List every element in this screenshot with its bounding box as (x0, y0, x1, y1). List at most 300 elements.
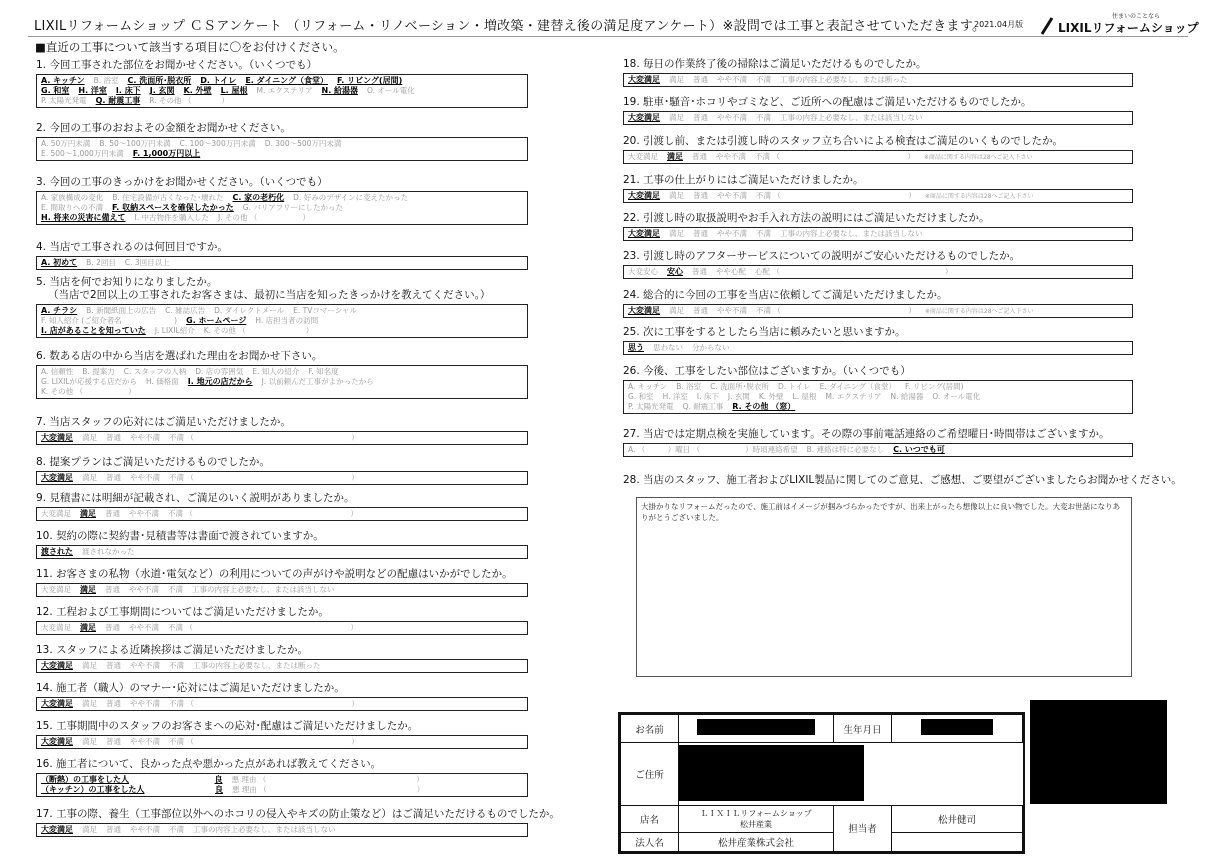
selected-option[interactable]: D. トイレ (200, 76, 237, 85)
answer-option[interactable]: やや不満 (130, 737, 160, 746)
answer-option[interactable]: やや不満 (716, 152, 746, 161)
answer-option[interactable]: 工事の内容上必要なし、または該当しない (192, 585, 335, 594)
selected-option[interactable]: 満足 (80, 509, 96, 518)
comment-box[interactable]: 大掛かりなリフォームだったので、施工前はイメージが掴みづらかったですが、出来上がったら想像以上に良い物でした。大変お世話になりありがとうございました。 (636, 497, 1132, 677)
answer-option[interactable]: B. 浴室 (676, 382, 702, 391)
question-21 (623, 174, 1213, 203)
answer-line (41, 387, 523, 397)
answer-option[interactable]: 不満 （ ） (756, 191, 916, 200)
answer-option[interactable]: 普通 (106, 433, 121, 442)
answer-option[interactable]: 普通 (692, 152, 707, 161)
selected-option[interactable]: 大変満足 (628, 191, 660, 200)
answer-option[interactable]: C. 雑誌広告 (165, 306, 206, 315)
answer-option[interactable]: B. 提案力 (82, 367, 115, 376)
answer-option[interactable]: 満足 (82, 473, 97, 482)
shop-name-line1: ＬＩＸＩＬリフォームショップ (700, 808, 812, 818)
selected-option[interactable]: C. いつでも可 (893, 445, 945, 454)
selected-option[interactable]: 大変満足 (628, 113, 660, 122)
answer-option[interactable]: 大変満足 (41, 623, 71, 632)
question-27 (623, 428, 1213, 457)
question-title: 9. 見積書には明細が記載され、ご満足のいく説明がありましたか。 (36, 492, 355, 504)
answer-option[interactable]: 工事の内容上必要なし、または該当しない (193, 825, 336, 834)
answer-option[interactable]: K. その他 （ ） (41, 387, 136, 396)
answer-option[interactable]: R. その他 （ ） (149, 96, 229, 105)
customer-info-table (618, 712, 1025, 854)
answer-line (41, 825, 523, 835)
selected-option[interactable]: 満足 (80, 585, 96, 594)
answer-option[interactable]: 普通 (693, 75, 708, 84)
answer-line (41, 193, 523, 203)
question-title: 26. 今後、工事をしたい部位はございますか。（いくつでも） (623, 365, 911, 377)
question-title: 4. 当店で工事されるのは何回目ですか。 (36, 241, 228, 253)
selected-option[interactable]: R. その他 （窓） (732, 402, 796, 411)
answer-option[interactable]: やや不満 (129, 623, 159, 632)
selected-option[interactable]: F. 1,000万円以上 (132, 149, 201, 158)
answer-option[interactable]: ※商品に関する内容は28へご記入下さい (924, 193, 1034, 200)
answer-option[interactable]: J. LIXIL紹介 (154, 326, 195, 335)
question-16 (36, 758, 596, 797)
question-title: 25. 次に工事をするとしたら当店に頼みたいと思いますか。 (623, 326, 906, 338)
answer-option[interactable]: C. スタッフの人柄 (123, 367, 187, 376)
answer-option[interactable]: 不満 （ ） (756, 306, 916, 315)
selected-option[interactable]: F. 収納スペースを確保したかった (112, 203, 234, 212)
answer-option[interactable]: H. 洋室 (662, 392, 688, 401)
address-label: ご住所 (621, 743, 679, 805)
question-title: 12. 工程および工事期間についてはご満足いただけましたか。 (36, 606, 329, 618)
selected-option[interactable]: K. 外壁 (183, 86, 212, 95)
selected-option[interactable]: J. 玄関 (149, 86, 175, 95)
answer-option[interactable]: やや心配 (716, 267, 746, 276)
answer-option[interactable]: P. 太陽光発電 (41, 96, 87, 105)
answer-option[interactable]: A. （ ）曜日 （ ）時頃連絡希望 (628, 445, 798, 454)
answer-option[interactable]: A. 信頼性 (41, 367, 74, 376)
answer-option[interactable]: Q. 耐震工事 (682, 402, 724, 411)
selected-option[interactable]: 大変満足 (628, 306, 660, 315)
answer-line (41, 76, 523, 86)
answer-option[interactable]: やや不満 (717, 75, 747, 84)
answer-option[interactable]: 不満 （ ） (755, 152, 915, 161)
answer-option[interactable]: 満足 (82, 433, 97, 442)
document-title: LIXILリフォームショップ ＣＳアンケート （リフォーム・リノベーション・増改築・建替え後の満足度アンケート）※設問では工事と表記させていただきます。 (34, 19, 986, 34)
question-title: 19. 駐車･騒音･ホコリやゴミなど、ご近所への配慮はご満足いただけるものでしたか。 (623, 96, 1032, 108)
logo-tagline: 住まいのことなら (1112, 13, 1161, 20)
selected-option[interactable]: F. リビング(居間) (336, 76, 403, 85)
answer-option[interactable]: 満足 (669, 191, 684, 200)
selected-option[interactable]: A. チラシ (41, 306, 78, 315)
answer-option[interactable]: B. 新聞紙面上の広告 (86, 306, 157, 315)
answer-option[interactable]: 普通 (106, 825, 121, 834)
question-4 (36, 241, 596, 270)
answer-option[interactable]: C. 3回目以上 (124, 258, 170, 267)
selected-option[interactable]: 大変満足 (41, 473, 73, 482)
staff-name-extra (892, 832, 1023, 851)
question-title: 18. 毎日の作業終了後の掃除はご満足いただけるものでしたか。 (623, 58, 927, 70)
answer-option[interactable]: 普通 (106, 699, 121, 708)
answer-box (623, 111, 1133, 125)
answer-line (628, 306, 1128, 316)
selected-option[interactable]: N. 給湯器 (321, 86, 359, 95)
shop-name-line2: 松井産業 (740, 819, 772, 829)
answer-option[interactable]: D. 店の雰囲気 (195, 367, 244, 376)
answer-line (41, 203, 523, 213)
answer-option[interactable]: 工事の内容上必要なし、または断った (193, 661, 321, 670)
selected-option[interactable]: 大変満足 (41, 737, 73, 746)
answer-option[interactable]: 不満 （ ） (169, 473, 359, 482)
question-title: 23. 引渡し時のアフターサービスについての説明がご安心いただけるものでしたか。 (623, 250, 1021, 262)
answer-option[interactable]: 悪 理由 （ ） (231, 775, 424, 784)
answer-option[interactable]: やや不満 (130, 661, 160, 670)
selected-option[interactable]: 満足 (80, 623, 96, 632)
answer-option[interactable]: 悪 理由 （ ） (231, 785, 425, 794)
answer-option[interactable]: K. その他 （ ） (203, 326, 314, 335)
name-label: お名前 (621, 715, 679, 743)
question-title: 10. 契約の際に契約書･見積書等は書面で渡されていますか。 (36, 530, 324, 542)
answer-option[interactable]: G. バリアフリーにしたかった (242, 203, 344, 212)
answer-option[interactable]: J. その他 （ ） (218, 213, 310, 222)
logo-mark-icon (1040, 17, 1054, 35)
answer-option[interactable]: A. 50万円未満 (41, 139, 91, 148)
answer-option[interactable]: 大変満足 (628, 152, 658, 161)
answer-box (36, 545, 528, 559)
answer-option[interactable]: 普通 (106, 661, 121, 670)
answer-box (623, 265, 1133, 279)
question-title: 6. 数ある店の中から当店を選ばれた理由をお聞かせ下さい。 (36, 350, 323, 362)
answer-option[interactable]: 満足 (669, 229, 684, 238)
redacted-birthdate (921, 719, 993, 735)
answer-option[interactable]: 不満 (756, 229, 771, 238)
answer-line (628, 267, 1128, 277)
answer-option[interactable]: 普通 (693, 113, 708, 122)
answer-box (36, 735, 528, 749)
answer-option[interactable]: ※商品に関する内容は28へご記入下さい (924, 308, 1034, 315)
answer-option[interactable]: 満足 (82, 825, 97, 834)
answer-line (41, 377, 523, 387)
question-title: 24. 総合的に今回の工事を当店に依頼してご満足いただけましたか。 (623, 289, 948, 301)
question-19 (623, 96, 1213, 125)
answer-box (623, 189, 1133, 203)
answer-option[interactable]: E. ダイニング（食堂） (819, 382, 897, 391)
selected-option[interactable]: G. 和室 (41, 86, 70, 95)
question-2 (36, 122, 596, 161)
answer-option[interactable]: やや不満 (717, 113, 747, 122)
question-24 (623, 289, 1213, 318)
section-title: ■直近の工事について該当する項目に〇をお付けください。 (35, 40, 345, 54)
answer-option[interactable]: M. エクステリア (256, 86, 313, 95)
answer-line (41, 316, 523, 326)
question-17 (36, 808, 596, 837)
answer-box (36, 471, 528, 485)
answer-option[interactable]: 不満 （ ） (169, 737, 359, 746)
question-title: 17. 工事の際、養生（工事部位以外へのホコリの侵入やキズの防止策など）はご満足いただけるものでしたか。 (36, 808, 560, 820)
question-title: 15. 工事期間中のスタッフのお客さまへの応対･配慮はご満足いただけましたか。 (36, 720, 419, 732)
answer-option[interactable] (138, 775, 206, 784)
selected-option[interactable]: A. キッチン (41, 76, 85, 85)
address-value[interactable] (679, 743, 1023, 805)
answer-option[interactable]: 普通 (105, 509, 120, 518)
answer-option[interactable]: M. エクステリア (825, 392, 882, 401)
answer-option[interactable]: B. 50～100万円未満 (99, 139, 171, 148)
answer-option[interactable]: F. 知人紹介 (ご紹介者名 ) (41, 316, 178, 325)
answer-line (41, 86, 523, 96)
answer-option[interactable]: G. 和室 (628, 392, 654, 401)
answer-option[interactable]: 普通 (105, 623, 120, 632)
answer-line (628, 402, 1128, 412)
header (34, 13, 1199, 35)
answer-option[interactable]: N. 給湯器 (890, 392, 924, 401)
selected-option[interactable]: 大変満足 (628, 229, 660, 238)
question-title: 21. 工事の仕上がりにはご満足いただけましたか。 (623, 174, 864, 186)
answer-line (41, 306, 523, 316)
selected-option[interactable]: I. 地元の店だから (187, 377, 253, 386)
answer-option[interactable]: I. 床下 (696, 392, 719, 401)
answer-line (41, 623, 523, 633)
answer-line (41, 473, 523, 483)
answer-option[interactable]: やや不満 (130, 699, 160, 708)
answer-option[interactable]: 工事の内容上必要なし、または断った (780, 75, 908, 84)
answer-option[interactable]: 不満 （ ） (169, 433, 359, 442)
answer-option[interactable]: 満足 (669, 75, 684, 84)
question-title: 3. 今回の工事のきっかけをお聞かせください。（いくつでも） (36, 176, 328, 188)
answer-option[interactable]: 普通 (106, 737, 121, 746)
answer-option[interactable]: ※商品に関する内容は28へご記入下さい (923, 154, 1033, 161)
selected-option[interactable]: 大変満足 (628, 75, 660, 84)
answer-box (36, 659, 528, 673)
selected-option[interactable]: 良 (214, 775, 223, 784)
answer-line (628, 382, 1128, 392)
answer-option[interactable]: やや不満 (130, 473, 160, 482)
answer-option[interactable]: O. オール電化 (367, 86, 415, 95)
answer-line (41, 258, 523, 268)
answer-option[interactable]: I. 中古物件を購入した (134, 213, 210, 222)
answer-option[interactable]: D. 好みのデザインに変えたかった (293, 193, 409, 202)
header-divider (28, 36, 1188, 37)
answer-option[interactable]: 不満 (169, 661, 184, 670)
answer-option[interactable]: A. キッチン (628, 382, 668, 391)
selected-option[interactable]: 思う (628, 343, 644, 352)
answer-option[interactable]: D. トイレ (777, 382, 811, 391)
answer-option[interactable]: F. 知名度 (308, 367, 339, 376)
answer-box (36, 365, 528, 399)
answer-option[interactable]: 満足 (82, 737, 97, 746)
answer-option[interactable]: やや不満 (717, 229, 747, 238)
answer-option[interactable]: 不満 (168, 585, 183, 594)
question-title: 27. 当店では定期点検を実施しています。その際の事前電話連絡のご希望曜日･時間帯はございますか。 (623, 428, 1110, 440)
birth-value[interactable] (892, 715, 1023, 743)
answer-option[interactable]: B. 2回目 (86, 258, 116, 267)
answer-line (41, 96, 523, 106)
question-10 (36, 530, 596, 559)
answer-option[interactable]: D. ダイレクトメール (214, 306, 285, 315)
selected-option[interactable]: 大変満足 (41, 825, 73, 834)
shop-name (679, 805, 834, 832)
answer-box (623, 341, 1133, 355)
answer-option[interactable]: E. TVコマーシャル (293, 306, 358, 315)
answer-option[interactable]: やや不満 (130, 825, 160, 834)
question-11 (36, 568, 596, 597)
corp-label: 法人名 (621, 832, 679, 851)
answer-option[interactable]: 工事の内容上必要なし、または該当しない (780, 229, 923, 238)
answer-option[interactable]: B. 浴室 (93, 76, 119, 85)
redacted-block (1030, 700, 1167, 804)
selected-option[interactable]: C. 洗面所･脱衣所 (127, 76, 192, 85)
answer-option[interactable]: 分からない (692, 343, 730, 352)
question-title: 16. 施工者について、良かった点や悪かった点があれば教えてください。 (36, 758, 382, 770)
redacted-address (679, 745, 864, 801)
answer-box (36, 773, 528, 797)
answer-option[interactable]: 大変満足 (41, 509, 71, 518)
answer-box (36, 256, 528, 270)
question-15 (36, 720, 596, 749)
redacted-name (697, 719, 815, 735)
question-title: 7. 当店スタッフの応対にはご満足いただけましたか。 (36, 416, 291, 428)
question-title: 13. スタッフによる近隣挨拶はご満足いただけましたか。 (36, 644, 309, 656)
selected-option[interactable]: 良 (214, 785, 223, 794)
question-22 (623, 212, 1213, 241)
question-5 (36, 276, 596, 338)
answer-option[interactable]: O. オール電化 (932, 392, 981, 401)
question-26 (623, 365, 1213, 414)
answer-option[interactable]: やや不満 (717, 191, 747, 200)
selected-option[interactable]: （断熱）の工事をした人 (41, 775, 129, 784)
answer-option[interactable]: E. 500～1,000万円未満 (41, 149, 124, 158)
answer-option[interactable]: 不満 （ ） (168, 509, 358, 518)
shop-label: 店名 (621, 805, 679, 832)
answer-option[interactable]: J. 玄関 (727, 392, 750, 401)
answer-option[interactable]: やや不満 (130, 433, 160, 442)
question-title: 20. 引渡し前、または引渡し時のスタッフ立ち合いによる検査はご満足のいくものでしたか。 (623, 135, 1064, 147)
answer-option[interactable]: 不満 （ ） (169, 699, 359, 708)
answer-option[interactable]: B. 連絡は特に必要なし (806, 445, 885, 454)
answer-line (41, 149, 523, 159)
answer-line (41, 547, 523, 557)
answer-option[interactable]: やや不満 (129, 509, 159, 518)
selected-option[interactable]: Q. 耐震工事 (95, 96, 141, 105)
answer-option[interactable]: A. 家族構成の変化 (41, 193, 104, 202)
selected-option[interactable]: 大変満足 (41, 433, 73, 442)
question-title: 5. 当店を何でお知りになりましたか。 (36, 276, 218, 288)
answer-line (628, 229, 1128, 239)
answer-option[interactable]: E. 知人の紹介 (252, 367, 300, 376)
answer-option[interactable]: 不満 (756, 113, 771, 122)
answer-line (41, 509, 523, 519)
staff-name: 松井健司 (892, 805, 1023, 832)
answer-option[interactable]: G. LIXILが応援する店だから (41, 377, 137, 386)
answer-option[interactable]: 満足 (669, 306, 684, 315)
selected-option[interactable]: 安心 (667, 267, 683, 276)
answer-option[interactable]: 大変満足 (41, 585, 71, 594)
answer-option[interactable]: 不満 （ ） (168, 623, 358, 632)
question-20 (623, 135, 1213, 164)
selected-option[interactable]: 大変満足 (41, 661, 73, 670)
answer-option[interactable]: J. 以前頼んだ工事がよかったから (261, 377, 374, 386)
answer-option[interactable]: 思わない (653, 343, 683, 352)
selected-option[interactable]: 満足 (667, 152, 683, 161)
name-value[interactable] (679, 715, 834, 743)
answer-option[interactable]: F. リビング(居間) (905, 382, 964, 391)
question-14 (36, 682, 596, 711)
answer-line (41, 585, 523, 595)
answer-line (41, 433, 523, 443)
selected-option[interactable]: C. 家の老朽化 (232, 193, 285, 202)
answer-option[interactable]: E. 間取りへの不満 (41, 203, 104, 212)
selected-option[interactable]: E. ダイニング（食堂） (245, 76, 328, 85)
answer-option[interactable] (153, 785, 206, 794)
selected-option[interactable]: H. 洋室 (78, 86, 107, 95)
question-title: 2. 今回の工事のおおよその金額をお聞かせください。 (36, 122, 291, 134)
selected-option[interactable]: （キッチン）の工事をした人 (41, 785, 145, 794)
answer-option[interactable]: 満足 (82, 699, 97, 708)
answer-option[interactable]: 満足 (82, 661, 97, 670)
selected-option[interactable]: 渡された (41, 547, 73, 556)
answer-box (36, 823, 528, 837)
question-title: 14. 施工者（職人）のマナー･応対にはご満足いただけましたか。 (36, 682, 345, 694)
answer-option[interactable]: 心配 （ ） (755, 267, 953, 276)
answer-option[interactable]: 普通 (693, 229, 708, 238)
answer-option[interactable]: やや不満 (717, 306, 747, 315)
answer-option[interactable]: 普通 (692, 267, 707, 276)
answer-option[interactable]: やや不満 (129, 585, 159, 594)
answer-option[interactable]: 不満 (169, 825, 184, 834)
selected-option[interactable]: I. 店があることを知っていた (41, 326, 146, 335)
answer-line (628, 445, 1128, 455)
answer-box (623, 304, 1133, 318)
question-28 (623, 474, 1213, 487)
question-title: 28. 当店のスタッフ、施工者およびLIXIL製品に関してのご意見、ご感想、ご要望がございましたらお聞かせください。 (623, 474, 1182, 486)
answer-line (41, 737, 523, 747)
answer-option[interactable]: C. 100～300万円未満 (179, 139, 256, 148)
answer-option[interactable]: C. 洗面所･脱衣所 (710, 382, 769, 391)
answer-option[interactable]: 渡されなかった (82, 547, 135, 556)
selected-option[interactable]: A. 初めて (41, 258, 78, 267)
selected-option[interactable]: G. ホームページ (186, 316, 247, 325)
answer-option[interactable]: 不満 (756, 75, 771, 84)
answer-option[interactable]: 大変安心 (628, 267, 658, 276)
answer-option[interactable]: 普通 (105, 585, 120, 594)
question-6 (36, 350, 596, 399)
answer-option[interactable]: 普通 (693, 191, 708, 200)
answer-option[interactable]: H. 価格面 (146, 377, 179, 386)
answer-line (41, 213, 523, 223)
answer-line (628, 113, 1128, 123)
logo-name: LIXILリフォームショップ (1058, 21, 1199, 35)
selected-option[interactable]: I. 床下 (115, 86, 141, 95)
question-title: 8. 提案プランはご満足いただけるものでしたか。 (36, 456, 270, 468)
answer-line (628, 343, 1128, 353)
answer-option[interactable]: 普通 (693, 306, 708, 315)
answer-box (623, 443, 1133, 457)
answer-box (36, 431, 528, 445)
answer-option[interactable]: P. 太陽光発電 (628, 402, 674, 411)
answer-option[interactable]: D. 300～500万円未満 (264, 139, 342, 148)
selected-option[interactable]: 大変満足 (41, 699, 73, 708)
question-subtitle: （当店で2回以上の工事されたお客さまは、最初に当店を知ったきっかけを教えてください。） (48, 289, 491, 301)
answer-option[interactable]: 普通 (106, 473, 121, 482)
answer-option[interactable]: K. 外壁 (758, 392, 784, 401)
answer-option[interactable]: 工事の内容上必要なし、または該当しない (780, 113, 923, 122)
answer-line (628, 191, 1128, 201)
answer-option[interactable]: B. 住宅設備が古くなった･壊れた (112, 193, 224, 202)
answer-box (623, 380, 1133, 414)
answer-option[interactable]: L. 屋根 (792, 392, 817, 401)
question-title: 11. お客さまの私物（水道･電気など）の利用についての声がけや説明などの配慮はいかがでしたか。 (36, 568, 513, 580)
answer-box (36, 697, 528, 711)
answer-box (36, 621, 528, 635)
answer-option[interactable]: 満足 (669, 113, 684, 122)
selected-option[interactable]: H. 将来の災害に備えて (41, 213, 126, 222)
selected-option[interactable]: L. 屋根 (220, 86, 248, 95)
question-25 (623, 326, 1213, 355)
answer-option[interactable]: H. 店担当者の訪問 (255, 316, 319, 325)
